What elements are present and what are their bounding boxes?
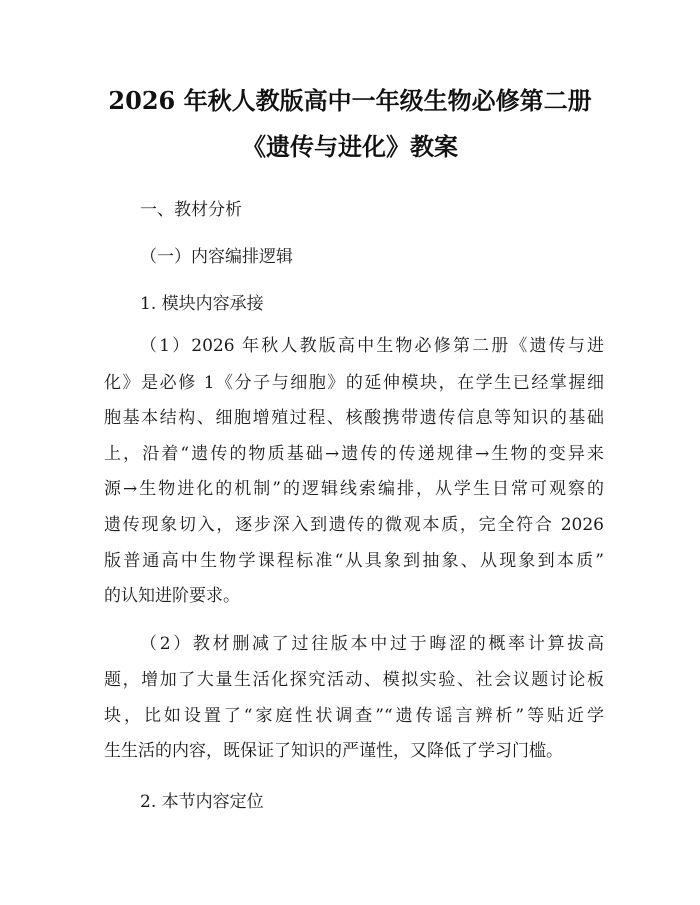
paragraph-1-line: 源→生物进化的机制”的逻辑线索编排，从学生日常可观察的 (104, 479, 604, 499)
paragraph-2-line: （2）教材删减了过往版本中过于晦涩的概率计算拔高 (140, 634, 604, 654)
item-heading-module-continuation: 1. 模块内容承接 (140, 294, 264, 314)
paragraph-1-line: （1）2026 年秋人教版高中生物必修第二册《遗传与进 (140, 336, 604, 356)
paragraph-1-line: 版普通高中生物学课程标准“从具象到抽象、从现象到本质” (104, 551, 604, 571)
paragraph-1-line: 化》是必修 1《分子与细胞》的延伸模块，在学生已经掌握细 (104, 373, 604, 393)
section-heading-textbook-analysis: 一、教材分析 (140, 200, 242, 220)
subsection-heading-content-logic: （一）内容编排逻辑 (140, 247, 293, 267)
paragraph-2-line: 块，比如设置了“家庭性状调查”“遗传谣言辨析”等贴近学 (104, 706, 604, 726)
document-title-line-2: 《遗传与进化》教案 (242, 132, 458, 161)
paragraph-1-line: 的认知进阶要求。 (104, 586, 240, 606)
paragraph-2-line: 题，增加了大量生活化探究活动、模拟实验、社会议题讨论板 (104, 670, 604, 690)
paragraph-1-line: 遗传现象切入，逐步深入到遗传的微观本质，完全符合 2026 (104, 515, 604, 535)
paragraph-1-line: 胞基本结构、细胞增殖过程、核酸携带遗传信息等知识的基础 (104, 408, 604, 428)
paragraph-2-line: 生生活的内容，既保证了知识的严谨性，又降低了学习门槛。 (104, 741, 563, 761)
document-title-line-1: 2026 年秋人教版高中一年级生物必修第二册 (108, 86, 592, 115)
item-heading-section-positioning: 2. 本节内容定位 (140, 792, 264, 812)
paragraph-1-line: 上，沿着“遗传的物质基础→遗传的传递规律→生物的变异来 (104, 444, 604, 464)
